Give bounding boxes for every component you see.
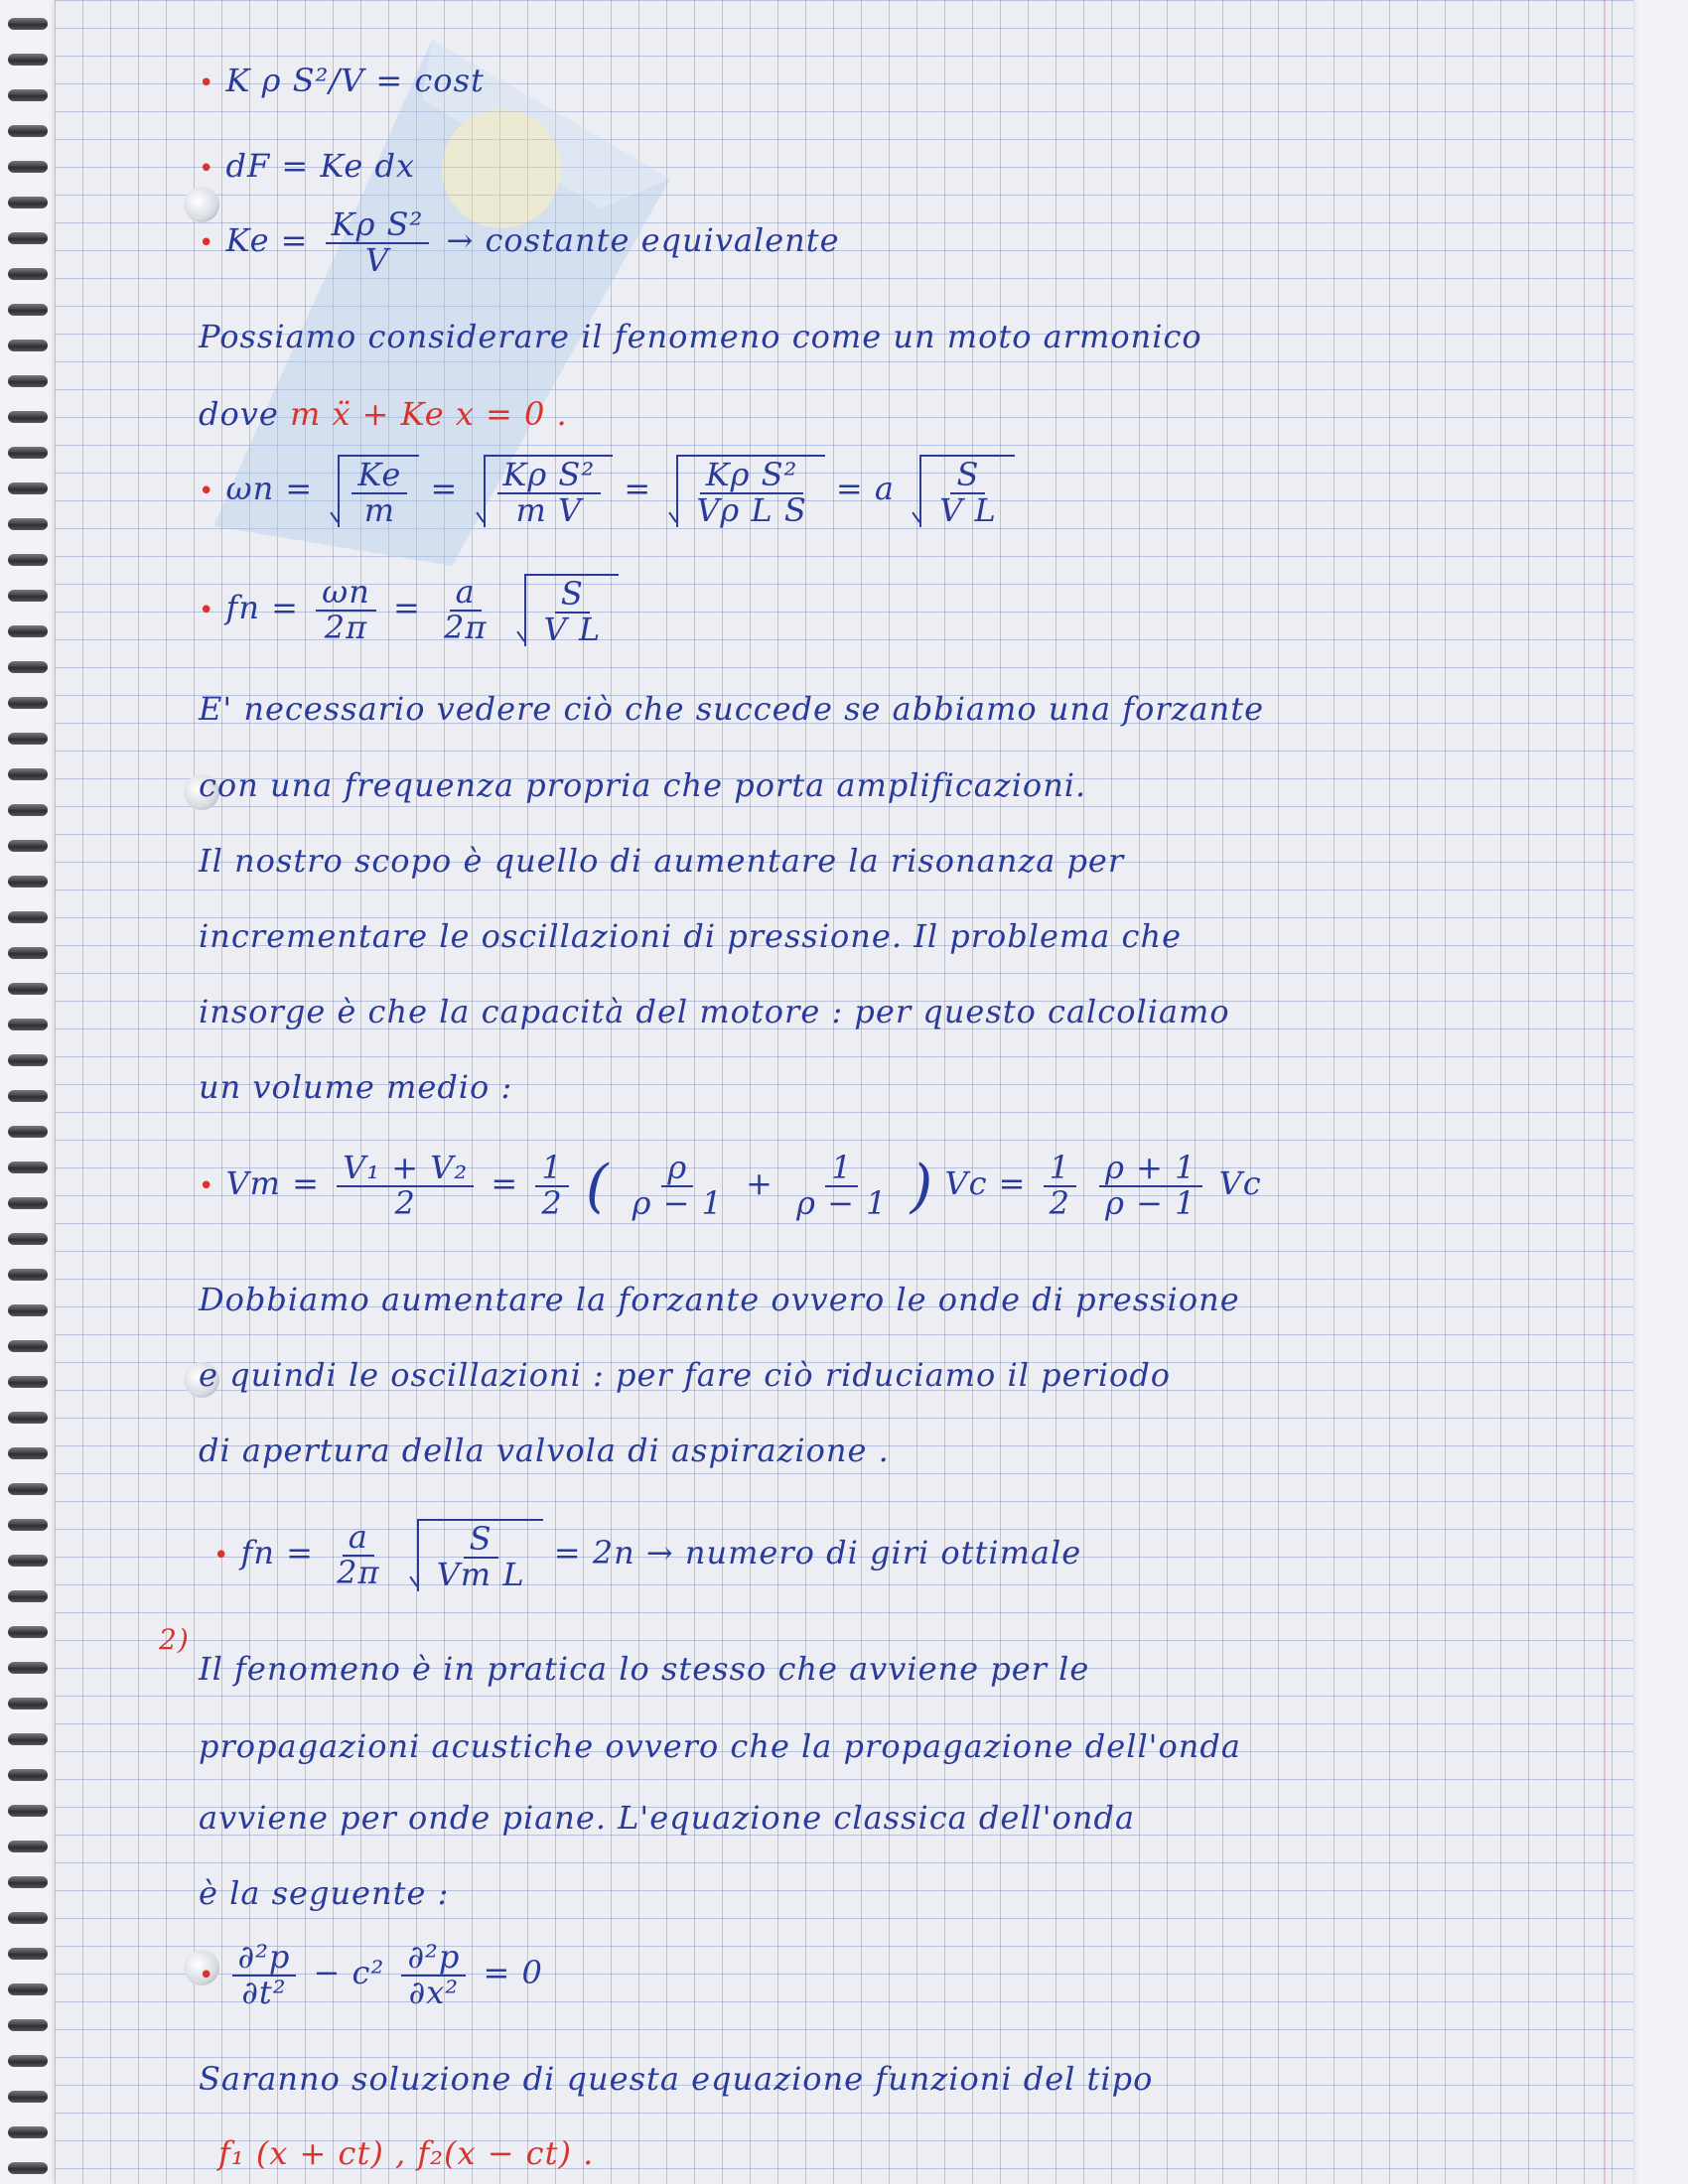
formula-line-2 <box>199 147 415 185</box>
spiral-coil <box>8 983 48 995</box>
text-line: dF = Ke dx <box>225 147 416 185</box>
spiral-coil <box>8 89 48 101</box>
text-line: = 2n → numero di giri ottimale <box>553 1534 1082 1572</box>
text-line: avviene per onde piane. L'equazione classica dell'onda <box>199 1799 1136 1837</box>
spiral-coil <box>8 2162 48 2174</box>
spiral-coil <box>8 1126 48 1138</box>
bullet: • <box>199 477 215 507</box>
text-line: Dobbiamo aumentare la forzante ovvero le onde di pressione <box>199 1281 1240 1318</box>
spiral-coil <box>8 411 48 423</box>
text-line: Possiamo considerare il fenomeno come un moto armonico <box>199 318 1202 355</box>
spiral-coil <box>8 1304 48 1316</box>
text-line: Il fenomeno è in pratica lo stesso che avviene per le <box>199 1650 1090 1688</box>
spiral-coil <box>8 590 48 602</box>
formula-mean-volume: • Vm = $\frac{\text{V₁ + V₂}}{2}$ = $\frac{1}{2}$ ( $\frac{\rho}{\rho - 1}$ + $\frac{1}{\rho - 1}$ ) Vc = $\frac{1}{2}$ $\frac{\rho + 1}{\rho - 1}$ Vc <box>199 1149 1262 1222</box>
text-line: incrementare le oscillazioni di pressione. Il problema che <box>199 917 1182 955</box>
formula-optimal-rpm: • fn = $\frac{a}{2\pi}$ $\frac{S}{\text{Vm L}}$ = 2n → numero di giri ottimale <box>213 1518 1082 1593</box>
bullet: • <box>199 154 215 184</box>
spiral-coil <box>8 2091 48 2103</box>
notebook-page <box>55 0 1633 2184</box>
spiral-coil <box>8 197 48 208</box>
spiral-coil <box>8 1733 48 1745</box>
text-line: Saranno soluzione di questa equazione funzioni del tipo <box>199 2060 1154 2098</box>
spiral-coil <box>8 1019 48 1030</box>
solution-functions: f₁ (x + ct) , f₂(x − ct) . <box>218 2134 595 2172</box>
spiral-coil <box>8 733 48 745</box>
spiral-coil <box>8 1340 48 1352</box>
bullet: • <box>213 1541 230 1571</box>
spiral-coil <box>8 1912 48 1924</box>
bullet: • <box>199 1961 215 1991</box>
spiral-coil <box>8 161 48 173</box>
spiral-coil <box>8 54 48 66</box>
spiral-coil <box>8 1948 48 1960</box>
spiral-coil <box>8 1626 48 1638</box>
formula-wave-equation: • $\frac{\text{∂²p}}{\text{∂t²}}$ − c² $\frac{\text{∂²p}}{\text{∂x²}}$ = 0 <box>199 1938 543 2011</box>
spiral-coil <box>8 1197 48 1209</box>
spiral-coil <box>8 2019 48 2031</box>
notebook-spiral <box>0 0 60 2184</box>
spiral-coil <box>8 1483 48 1495</box>
text-line: propagazioni acustiche ovvero che la propagazione dell'onda <box>199 1727 1241 1765</box>
spiral-coil <box>8 1698 48 1709</box>
spiral-coil <box>8 768 48 780</box>
spiral-coil <box>8 1590 48 1602</box>
text-line: E' necessario vedere ciò che succede se abbiamo una forzante <box>199 690 1264 728</box>
spiral-coil <box>8 1805 48 1817</box>
ke-fraction: $\frac{\text{Kρ S²}}{V}$ <box>326 208 430 277</box>
spiral-coil <box>8 232 48 244</box>
spiral-coil <box>8 375 48 387</box>
spiral-coil <box>8 340 48 351</box>
ke-label: Ke = <box>225 221 309 260</box>
bullet: • <box>199 228 215 259</box>
spiral-coil <box>8 125 48 137</box>
spiral-coil <box>8 1447 48 1459</box>
spiral-coil <box>8 840 48 852</box>
text-line: un volume medio : <box>199 1068 513 1106</box>
spiral-coil <box>8 1983 48 1995</box>
text-line: Il nostro scopo è quello di aumentare la risonanza per <box>199 842 1125 880</box>
spiral-coil <box>8 1769 48 1781</box>
spiral-coil <box>8 625 48 637</box>
spiral-coil <box>8 1662 48 1674</box>
formula-frequency: • fn = $\frac{\omega n}{2\pi}$ = $\frac{a}{2\pi}$ $\frac{S}{\text{V L}}$ <box>199 574 619 646</box>
spiral-coil <box>8 447 48 459</box>
section-number: 2) <box>159 1623 190 1656</box>
text-line: e quindi le oscillazioni : per fare ciò riduciamo il periodo <box>199 1356 1172 1394</box>
spiral-coil <box>8 1412 48 1424</box>
formula-line-1 <box>199 62 485 99</box>
spiral-coil <box>8 1054 48 1066</box>
spiral-coil <box>8 1233 48 1245</box>
text-line: K ρ S²/V = cost <box>225 62 485 99</box>
spiral-coil <box>8 304 48 316</box>
spiral-coil <box>8 1519 48 1531</box>
text-line: insorge è che la capacità del motore : per questo calcoliamo <box>199 993 1230 1030</box>
spiral-coil <box>8 1090 48 1102</box>
spiral-coil <box>8 1161 48 1173</box>
text-line: dove <box>199 395 279 433</box>
spiral-coil <box>8 1555 48 1567</box>
spiral-coil <box>8 804 48 816</box>
equation-red: m ẍ + Ke x = 0 . <box>289 395 568 433</box>
formula-omega: • ωn = $\frac{Ke}{m}$ = $\frac{\text{Kρ S²}}{\text{m V}}$ = $\frac{\text{Kρ S²}}{\text{Vρ L S}}$ = a $\frac{S}{\text{V L}}$ <box>199 455 1015 527</box>
text-line: è la seguente : <box>199 1874 450 1912</box>
spiral-coil <box>8 18 48 30</box>
bullet: • <box>199 596 215 626</box>
text-line: con una frequenza propria che porta amplificazioni. <box>199 766 1087 804</box>
text-line <box>199 395 568 433</box>
spiral-coil <box>8 661 48 673</box>
spiral-coil <box>8 876 48 887</box>
spiral-coil <box>8 1376 48 1388</box>
spiral-coil <box>8 911 48 923</box>
formula-line-3 <box>199 205 840 279</box>
text-line: → costante equivalente <box>446 221 840 260</box>
spiral-coil <box>8 518 48 530</box>
spiral-coil <box>8 1876 48 1888</box>
spiral-coil <box>8 268 48 280</box>
margin-line <box>1604 0 1606 2184</box>
spiral-coil <box>8 2055 48 2067</box>
text-line: di apertura della valvola di aspirazione . <box>199 1432 890 1469</box>
spiral-coil <box>8 2126 48 2138</box>
spiral-coil <box>8 1841 48 1852</box>
spiral-coil <box>8 482 48 494</box>
spiral-coil <box>8 947 48 959</box>
bullet: • <box>199 1171 215 1202</box>
spiral-coil <box>8 697 48 709</box>
spiral-coil <box>8 554 48 566</box>
bullet: • <box>199 68 215 98</box>
spiral-coil <box>8 1269 48 1281</box>
